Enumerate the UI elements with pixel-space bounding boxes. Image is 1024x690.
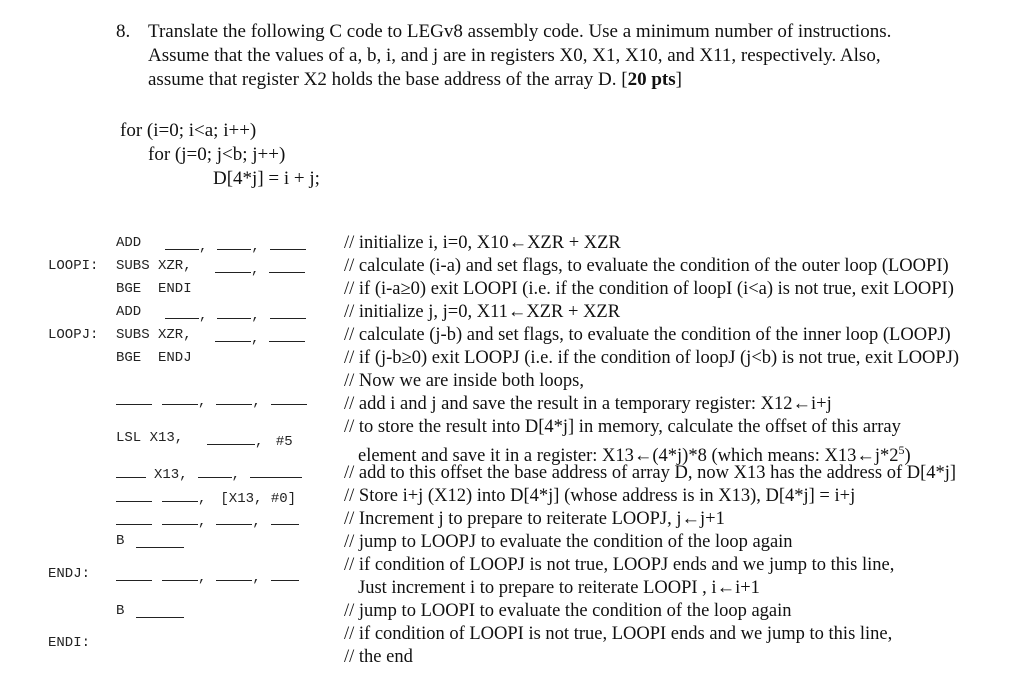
comment-17: // jump to LOOPI to evaluate the condition of the loop again bbox=[344, 601, 792, 621]
blank[interactable] bbox=[216, 510, 252, 525]
asm-row9: X13, , bbox=[116, 463, 302, 483]
blank[interactable] bbox=[116, 566, 152, 581]
question-line-3-text: assume that register X2 holds the base address of the array D. [ bbox=[148, 69, 628, 90]
asm-row5-blanks: , bbox=[215, 327, 305, 347]
blank[interactable] bbox=[217, 304, 251, 319]
comment-1: // initialize i, i=0, X10←XZR + XZR bbox=[344, 233, 621, 253]
asm-row1-blanks: , , bbox=[165, 235, 306, 255]
asm-row3: BGE ENDI bbox=[116, 281, 192, 297]
blank[interactable] bbox=[270, 304, 306, 319]
comment-18: // if condition of LOOPI is not true, LOOPI ends and we jump to this line, bbox=[344, 624, 893, 644]
c-code-line-1: for (i=0; i<a; i++) bbox=[120, 120, 257, 141]
blank[interactable] bbox=[116, 487, 152, 502]
superscript-exp: 5 bbox=[898, 443, 905, 457]
comment-8: // add i and j and save the result in a temporary register: X12←i+j bbox=[344, 394, 832, 414]
asm-row7-blanks: , , bbox=[116, 390, 307, 410]
comment-10-close: ) bbox=[904, 446, 911, 467]
comment-6: // if (j-b≥0) exit LOOPJ (i.e. if the condition of loopJ (j<b) is not true, exit LOOPJ) bbox=[344, 348, 960, 368]
comment-9: // to store the result into D[4*j] in memory, calculate the offset of this array bbox=[344, 417, 901, 437]
blank[interactable] bbox=[216, 566, 252, 581]
asm-row8-imm: #5 bbox=[275, 434, 293, 450]
blank[interactable] bbox=[162, 566, 198, 581]
blank[interactable] bbox=[162, 487, 198, 502]
comment-7: // Now we are inside both loops, bbox=[344, 371, 584, 391]
blank[interactable] bbox=[165, 235, 199, 250]
blank[interactable] bbox=[116, 510, 152, 525]
asm-row8-blanks: , #5 bbox=[207, 430, 293, 450]
label-loopj: LOOPJ: bbox=[48, 327, 99, 343]
comment-14: // jump to LOOPJ to evaluate the condition of the loop again bbox=[344, 532, 793, 552]
label-loopi: LOOPI: bbox=[48, 258, 99, 274]
blank[interactable] bbox=[271, 390, 307, 405]
asm-row14-blanks bbox=[136, 603, 184, 623]
blank[interactable] bbox=[116, 463, 146, 478]
asm-row5-op: SUBS XZR, bbox=[116, 327, 192, 343]
asm-row12-op: B bbox=[116, 533, 125, 549]
asm-row4-blanks: , , bbox=[165, 304, 306, 324]
blank[interactable] bbox=[217, 235, 251, 250]
comment-12: // Store i+j (X12) into D[4*j] (whose address is in X13), D[4*j] = i+j bbox=[344, 486, 856, 506]
asm-row6: BGE ENDJ bbox=[116, 350, 192, 366]
blank[interactable] bbox=[136, 533, 184, 548]
blank[interactable] bbox=[269, 327, 305, 342]
question-line-3 bbox=[148, 68, 682, 92]
comment-11: // add to this offset the base address of array D, now X13 has the address of D[4*j] bbox=[344, 463, 957, 483]
blank[interactable] bbox=[162, 390, 198, 405]
question-line-1: Translate the following C code to LEGv8 assembly code. Use a minimum number of instructions. bbox=[148, 21, 892, 42]
asm-row2-blanks: , bbox=[215, 258, 305, 278]
c-code-line-2: for (j=0; j<b; j++) bbox=[148, 144, 286, 165]
blank[interactable] bbox=[215, 327, 251, 342]
blank[interactable] bbox=[270, 235, 306, 250]
label-endj: ENDJ: bbox=[48, 566, 91, 582]
question-number: 8. bbox=[116, 21, 131, 42]
label-endi: ENDI: bbox=[48, 635, 91, 651]
comment-10-text: element and save it in a register: X13←(4*j)*8 (which means: X13←j*2 bbox=[358, 446, 899, 467]
blank[interactable] bbox=[271, 510, 299, 525]
blank[interactable] bbox=[271, 566, 299, 581]
asm-row13-blanks: , , bbox=[116, 566, 299, 586]
blank[interactable] bbox=[250, 463, 302, 478]
asm-row4-op: ADD bbox=[116, 304, 142, 320]
asm-row2-op: SUBS XZR, bbox=[116, 258, 192, 274]
asm-row11-blanks: , , bbox=[116, 510, 299, 530]
asm-row10-mem: [X13, #0] bbox=[220, 491, 297, 507]
blank[interactable] bbox=[136, 603, 184, 618]
comment-4: // initialize j, j=0, X11←XZR + XZR bbox=[344, 302, 621, 322]
blank[interactable] bbox=[207, 430, 255, 445]
blank[interactable] bbox=[215, 258, 251, 273]
comment-13: // Increment j to prepare to reiterate LOOPJ, j←j+1 bbox=[344, 509, 725, 529]
comment-2: // calculate (i-a) and set flags, to evaluate the condition of the outer loop (LOOPI) bbox=[344, 256, 949, 276]
points-close: ] bbox=[675, 69, 682, 90]
blank[interactable] bbox=[216, 390, 252, 405]
blank[interactable] bbox=[116, 390, 152, 405]
c-code-line-3: D[4*j] = i + j; bbox=[213, 168, 320, 189]
comment-15: // if condition of LOOPJ is not true, LOOPJ ends and we jump to this line, bbox=[344, 555, 895, 575]
asm-row1-op: ADD bbox=[116, 235, 142, 251]
blank[interactable] bbox=[198, 463, 232, 478]
comment-16: Just increment i to prepare to reiterate LOOPI , i←i+1 bbox=[358, 578, 760, 598]
comment-3: // if (i-a≥0) exit LOOPI (i.e. if the condition of loopI (i<a) is not true, exit LOOPI) bbox=[344, 279, 954, 299]
blank[interactable] bbox=[162, 510, 198, 525]
asm-row8-op: LSL X13, bbox=[116, 430, 184, 446]
comment-19: // the end bbox=[344, 647, 413, 667]
asm-row14-op: B bbox=[116, 603, 125, 619]
asm-row12-blanks bbox=[136, 533, 184, 553]
blank[interactable] bbox=[165, 304, 199, 319]
blank[interactable] bbox=[269, 258, 305, 273]
question-line-2: Assume that the values of a, b, i, and j are in registers X0, X1, X10, and X11, respectively. Also, bbox=[148, 45, 881, 66]
points-label: 20 pts bbox=[627, 69, 676, 90]
comment-5: // calculate (j-b) and set flags, to evaluate the condition of the inner loop (LOOPJ) bbox=[344, 325, 951, 345]
asm-row9-reg: X13, bbox=[154, 467, 188, 483]
asm-row10: , [X13, #0] bbox=[116, 487, 296, 507]
